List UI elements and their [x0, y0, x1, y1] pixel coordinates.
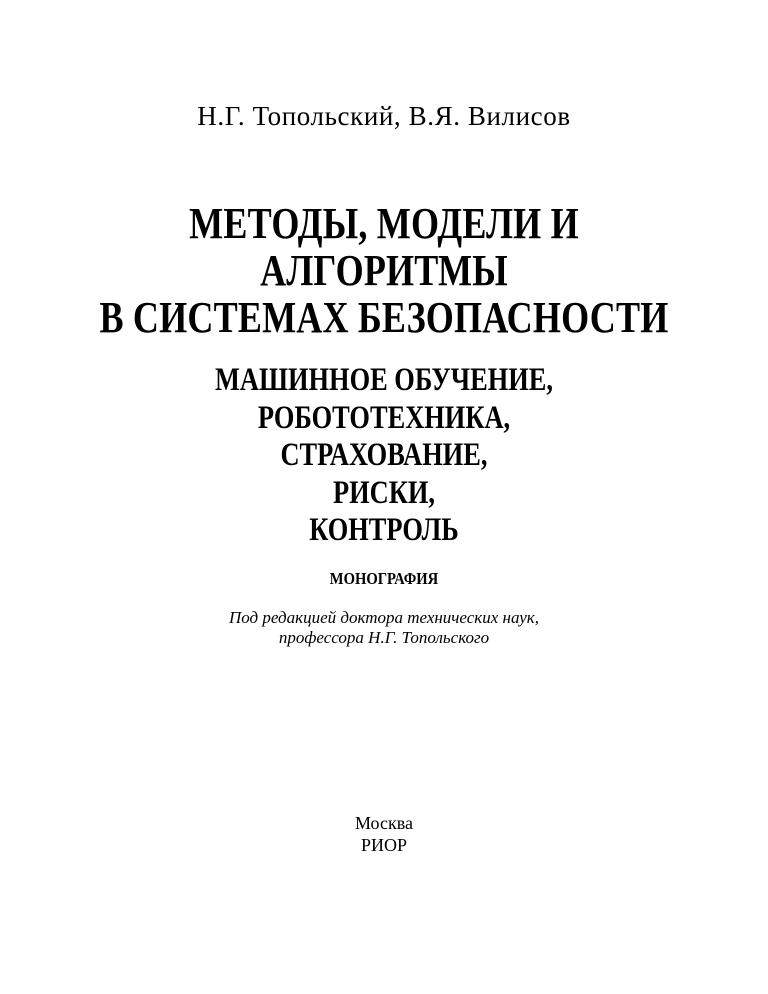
editor-line: Под редакцией доктора технических наук, — [229, 608, 539, 627]
publisher-name: РИОР — [360, 835, 408, 855]
publisher-city: Москва — [355, 813, 413, 833]
subtitle-line: СТРАХОВАНИЕ, — [280, 437, 488, 473]
subtitle-line: МАШИННОЕ ОБУЧЕНИЕ, — [214, 362, 554, 398]
subtitle-line: РОБОТОТЕХНИКА, — [257, 399, 511, 436]
publisher-info — [0, 812, 768, 856]
authors: Н.Г. Топольский, В.Я. Вилисов — [197, 101, 571, 131]
subtitle-line: КОНТРОЛЬ — [309, 512, 459, 548]
title-line: АЛГОРИТМЫ — [260, 246, 508, 295]
book-title — [0, 200, 768, 341]
subtitle-line: РИСКИ, — [332, 474, 435, 511]
title-line: В СИСТЕМАХ БЕЗОПАСНОСТИ — [99, 293, 669, 342]
editor-line: профессора Н.Г. Топольского — [278, 628, 490, 647]
book-subtitle — [0, 362, 768, 550]
title-line: МЕТОДЫ, МОДЕЛИ И — [189, 199, 579, 248]
editor-note — [0, 608, 768, 648]
genre-label: МОНОГРАФИЯ — [329, 569, 439, 588]
